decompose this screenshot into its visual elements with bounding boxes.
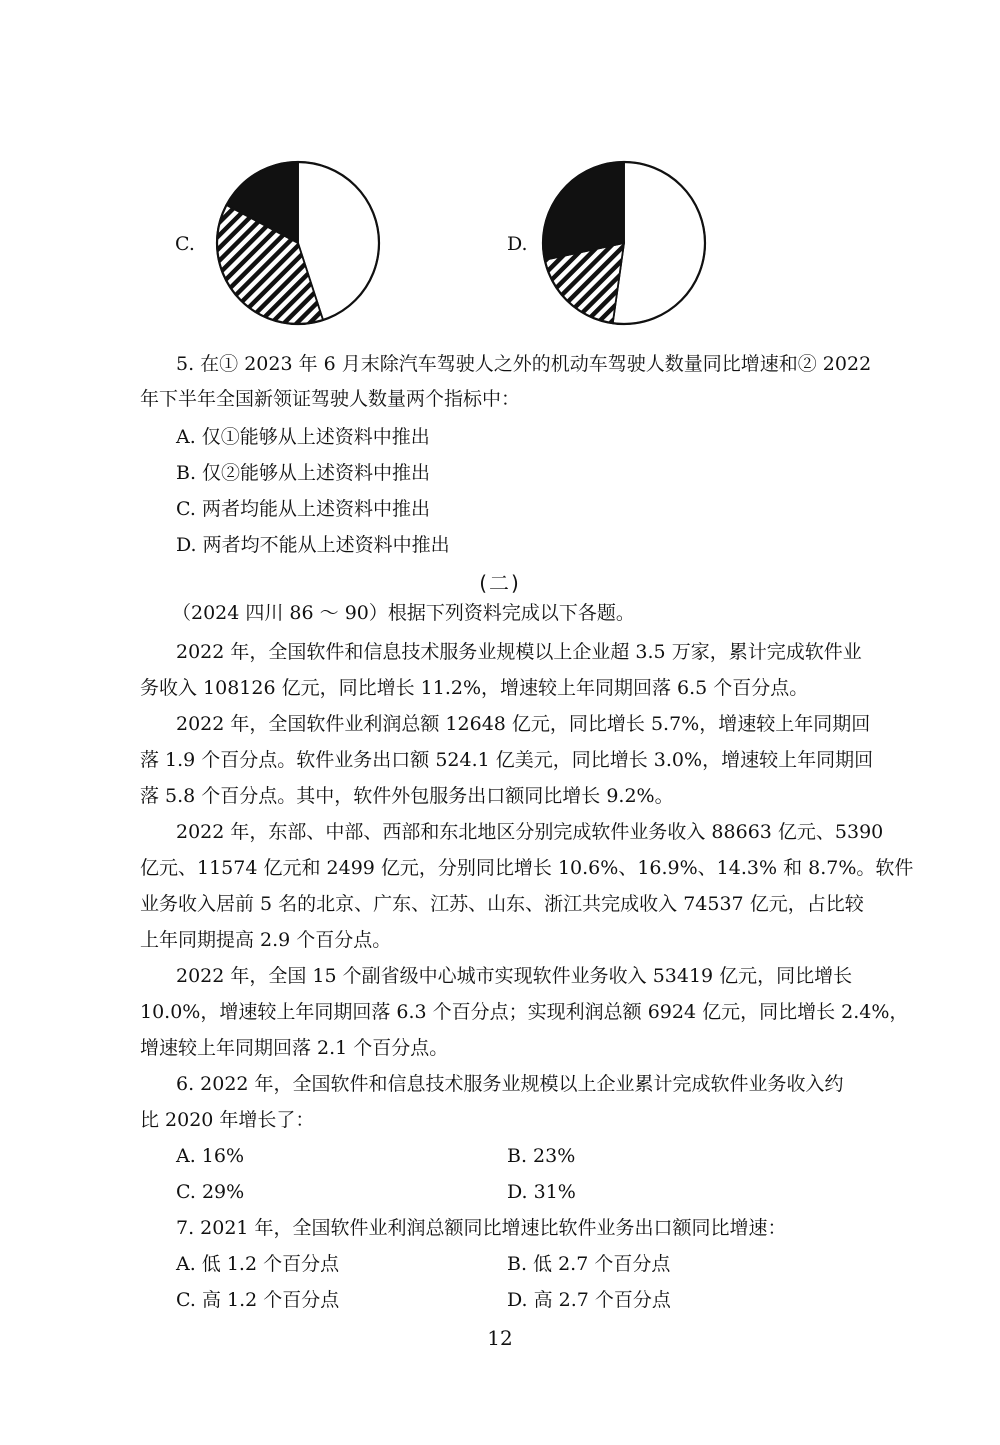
q6-option-b[interactable]: B. 23% — [507, 1145, 576, 1167]
passage-p2-line2: 落 1.9 个百分点。软件业务出口额 524.1 亿美元，同比增长 3.0%，增速较上年同期回 — [140, 749, 874, 771]
q5-stem-line2: 年下半年全国新领证驾驶人数量两个指标中： — [140, 388, 521, 410]
q7-stem: 7. 2021 年，全国软件业利润总额同比增速比软件业务出口额同比增速： — [176, 1217, 787, 1239]
passage-p3-line2: 亿元、11574 亿元和 2499 亿元，分别同比增长 10.6%、16.9%、14.3% 和 8.7%。软件 — [140, 857, 914, 879]
q5-option-a[interactable]: A. 仅①能够从上述资料中推出 — [176, 426, 430, 448]
q7-option-d[interactable]: D. 高 2.7 个百分点 — [507, 1289, 671, 1311]
section-intro: （2024 四川 86 ～ 90）根据下列资料完成以下各题。 — [172, 602, 635, 624]
pie-chart-d — [541, 160, 707, 326]
passage-p4-line2: 10.0%，增速较上年同期回落 6.3 个百分点；实现利润总额 6924 亿元，同比增长 2.4%， — [140, 1001, 909, 1023]
pie-d-label: D. — [507, 233, 528, 255]
q7-option-c[interactable]: C. 高 1.2 个百分点 — [176, 1289, 340, 1311]
q5-option-c[interactable]: C. 两者均能从上述资料中推出 — [176, 498, 430, 520]
section-title: (二) — [479, 571, 521, 595]
q6-option-c[interactable]: C. 29% — [176, 1181, 245, 1203]
passage-p3-line1: 2022 年，东部、中部、西部和东北地区分别完成软件业务收入 88663 亿元、5390 — [176, 821, 884, 843]
q5-option-d[interactable]: D. 两者均不能从上述资料中推出 — [176, 534, 450, 556]
passage-p2-line1: 2022 年，全国软件业利润总额 12648 亿元，同比增长 5.7%，增速较上年同期回 — [176, 713, 871, 735]
q7-option-a[interactable]: A. 低 1.2 个百分点 — [176, 1253, 340, 1275]
q6-stem-line2: 比 2020 年增长了： — [140, 1109, 315, 1131]
passage-p1-line1: 2022 年，全国软件和信息技术服务业规模以上企业超 3.5 万家，累计完成软件业 — [176, 641, 862, 663]
passage-p4-line3: 增速较上年同期回落 2.1 个百分点。 — [140, 1037, 449, 1059]
passage-p2-line3: 落 5.8 个百分点。其中，软件外包服务出口额同比增长 9.2%。 — [140, 785, 674, 807]
q6-stem-line1: 6. 2022 年，全国软件和信息技术服务业规模以上企业累计完成软件业务收入约 — [176, 1073, 844, 1095]
page-number: 12 — [487, 1326, 513, 1350]
q5-stem-line1: 5. 在① 2023 年 6 月末除汽车驾驶人之外的机动车驾驶人数量同比增速和② 2022 — [176, 353, 872, 375]
q6-option-a[interactable]: A. 16% — [176, 1145, 245, 1167]
q7-option-b[interactable]: B. 低 2.7 个百分点 — [507, 1253, 671, 1275]
pie-d-slice-black — [543, 162, 624, 260]
passage-p3-line4: 上年同期提高 2.9 个百分点。 — [140, 929, 392, 951]
passage-p1-line2: 务收入 108126 亿元，同比增长 11.2%，增速较上年同期回落 6.5 个百分点。 — [140, 677, 809, 699]
pie-d-slice-white — [613, 162, 705, 324]
q6-option-d[interactable]: D. 31% — [507, 1181, 576, 1203]
passage-p4-line1: 2022 年，全国 15 个副省级中心城市实现软件业务收入 53419 亿元，同比增长 — [176, 965, 853, 987]
q5-option-b[interactable]: B. 仅②能够从上述资料中推出 — [176, 462, 431, 484]
passage-p3-line3: 业务收入居前 5 名的北京、广东、江苏、山东、浙江共完成收入 74537 亿元，占比较 — [140, 893, 864, 915]
pie-c-label: C. — [175, 233, 195, 255]
pie-chart-c — [215, 160, 381, 326]
